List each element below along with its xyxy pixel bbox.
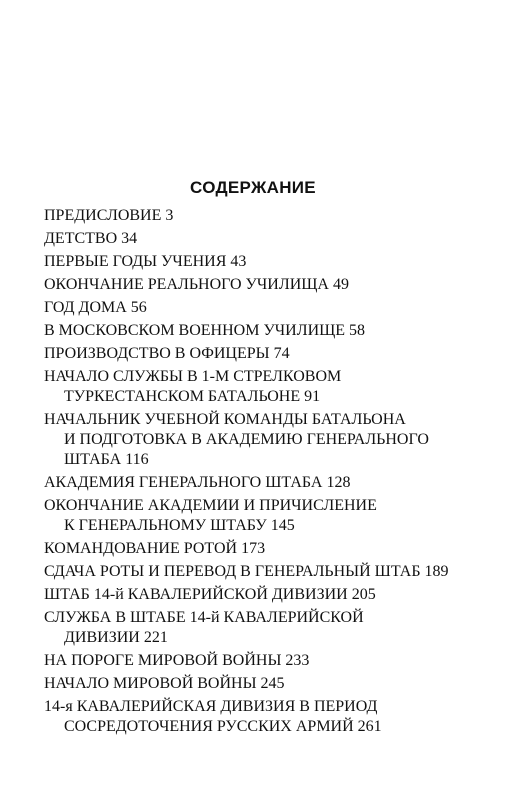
toc-entry — [44, 585, 464, 605]
toc-entry-title: ШТАБА — [64, 451, 122, 468]
toc-entry-title: СДАЧА РОТЫ И ПЕРЕВОД В ГЕНЕРАЛЬНЫЙ ШТАБ — [44, 563, 421, 580]
toc-entry-title: СЛУЖБА В ШТАБЕ 14-й КАВАЛЕРИЙСКОЙ — [44, 609, 364, 626]
toc-entry-title: КОМАНДОВАНИЕ РОТОЙ — [44, 540, 238, 557]
toc-entry-title: ПРЕДИСЛОВИЕ — [44, 207, 162, 224]
toc-entry-title: ГОД ДОМА — [44, 299, 127, 316]
toc-entry-page: 189 — [424, 563, 449, 580]
toc-entry — [44, 321, 464, 341]
toc-entry-title: ДЕТСТВО — [44, 230, 118, 247]
toc-entry-page: 233 — [285, 652, 310, 669]
toc-entry-title: ПРОИЗВОДСТВО В ОФИЦЕРЫ — [44, 345, 270, 362]
toc-entry-title: ДИВИЗИИ — [64, 629, 140, 646]
toc-entry-title: ПЕРВЫЕ ГОДЫ УЧЕНИЯ — [44, 253, 227, 270]
toc-entry-title: НАЧАЛО МИРОВОЙ ВОЙНЫ — [44, 675, 257, 692]
toc-entry — [44, 651, 464, 671]
toc-entry-title: ТУРКЕСТАНСКОМ БАТАЛЬОНЕ — [64, 388, 301, 405]
toc-entry-title: И ПОДГОТОВКА В АКАДЕМИЮ ГЕНЕРАЛЬНОГО — [64, 431, 429, 448]
toc-entry-page: 128 — [326, 474, 351, 491]
toc-entry-page: 145 — [270, 517, 295, 534]
toc-entry-title: 14-я КАВАЛЕРИЙСКАЯ ДИВИЗИЯ В ПЕРИОД — [44, 698, 378, 715]
toc-entry-page: 56 — [130, 299, 147, 316]
toc-entry-title: К ГЕНЕРАЛЬНОМУ ШТАБУ — [64, 517, 267, 534]
toc-entry-title: ШТАБ 14-й КАВАЛЕРИЙСКОЙ ДИВИЗИИ — [44, 586, 348, 603]
toc-entry-page: 116 — [125, 451, 149, 468]
toc-entry-page: 173 — [241, 540, 266, 557]
toc-entry-title: В МОСКОВСКОМ ВОЕННОМ УЧИЛИЩЕ — [44, 322, 346, 339]
toc-entry — [44, 562, 464, 582]
toc-entry-title: АКАДЕМИЯ ГЕНЕРАЛЬНОГО ШТАБА — [44, 474, 323, 491]
toc-entry-title: СОСРЕДОТОЧЕНИЯ РУССКИХ АРМИЙ — [64, 718, 354, 735]
toc-entry-page: 205 — [351, 586, 376, 603]
toc-entry — [44, 206, 464, 226]
toc-entry-title: НА ПОРОГЕ МИРОВОЙ ВОЙНЫ — [44, 652, 282, 669]
toc-entry-page: 91 — [304, 388, 321, 405]
toc-entry — [44, 697, 464, 737]
toc-entry-page: 58 — [349, 322, 366, 339]
toc-entry — [44, 275, 464, 295]
toc-entry — [44, 367, 464, 407]
toc-entry-page: 3 — [165, 207, 174, 224]
toc-entry-page: 221 — [143, 629, 168, 646]
toc-entry — [44, 674, 464, 694]
toc-entry-page: 49 — [332, 276, 349, 293]
toc-entry-title: НАЧАЛЬНИК УЧЕБНОЙ КОМАНДЫ БАТАЛЬОНА — [44, 411, 406, 428]
toc-entry-title: ОКОНЧАНИЕ АКАДЕМИИ И ПРИЧИСЛЕНИЕ — [44, 497, 377, 514]
toc-entry-page: 43 — [230, 253, 247, 270]
toc-entry — [44, 473, 464, 493]
toc-entry-page: 245 — [260, 675, 285, 692]
toc-entry — [44, 344, 464, 364]
table-of-contents — [44, 206, 464, 740]
toc-entry — [44, 496, 464, 536]
toc-entry — [44, 608, 464, 648]
toc-title: СОДЕРЖАНИЕ — [190, 178, 316, 197]
toc-entry-page: 74 — [273, 345, 290, 362]
toc-entry — [44, 298, 464, 318]
toc-entry — [44, 539, 464, 559]
toc-entry-title: НАЧАЛО СЛУЖБЫ В 1-М СТРЕЛКОВОМ — [44, 368, 342, 385]
toc-entry — [44, 410, 464, 470]
toc-entry-page: 34 — [121, 230, 138, 247]
toc-entry-title: ОКОНЧАНИЕ РЕАЛЬНОГО УЧИЛИЩА — [44, 276, 329, 293]
toc-entry-page: 261 — [357, 718, 382, 735]
toc-entry — [44, 252, 464, 272]
toc-entry — [44, 229, 464, 249]
